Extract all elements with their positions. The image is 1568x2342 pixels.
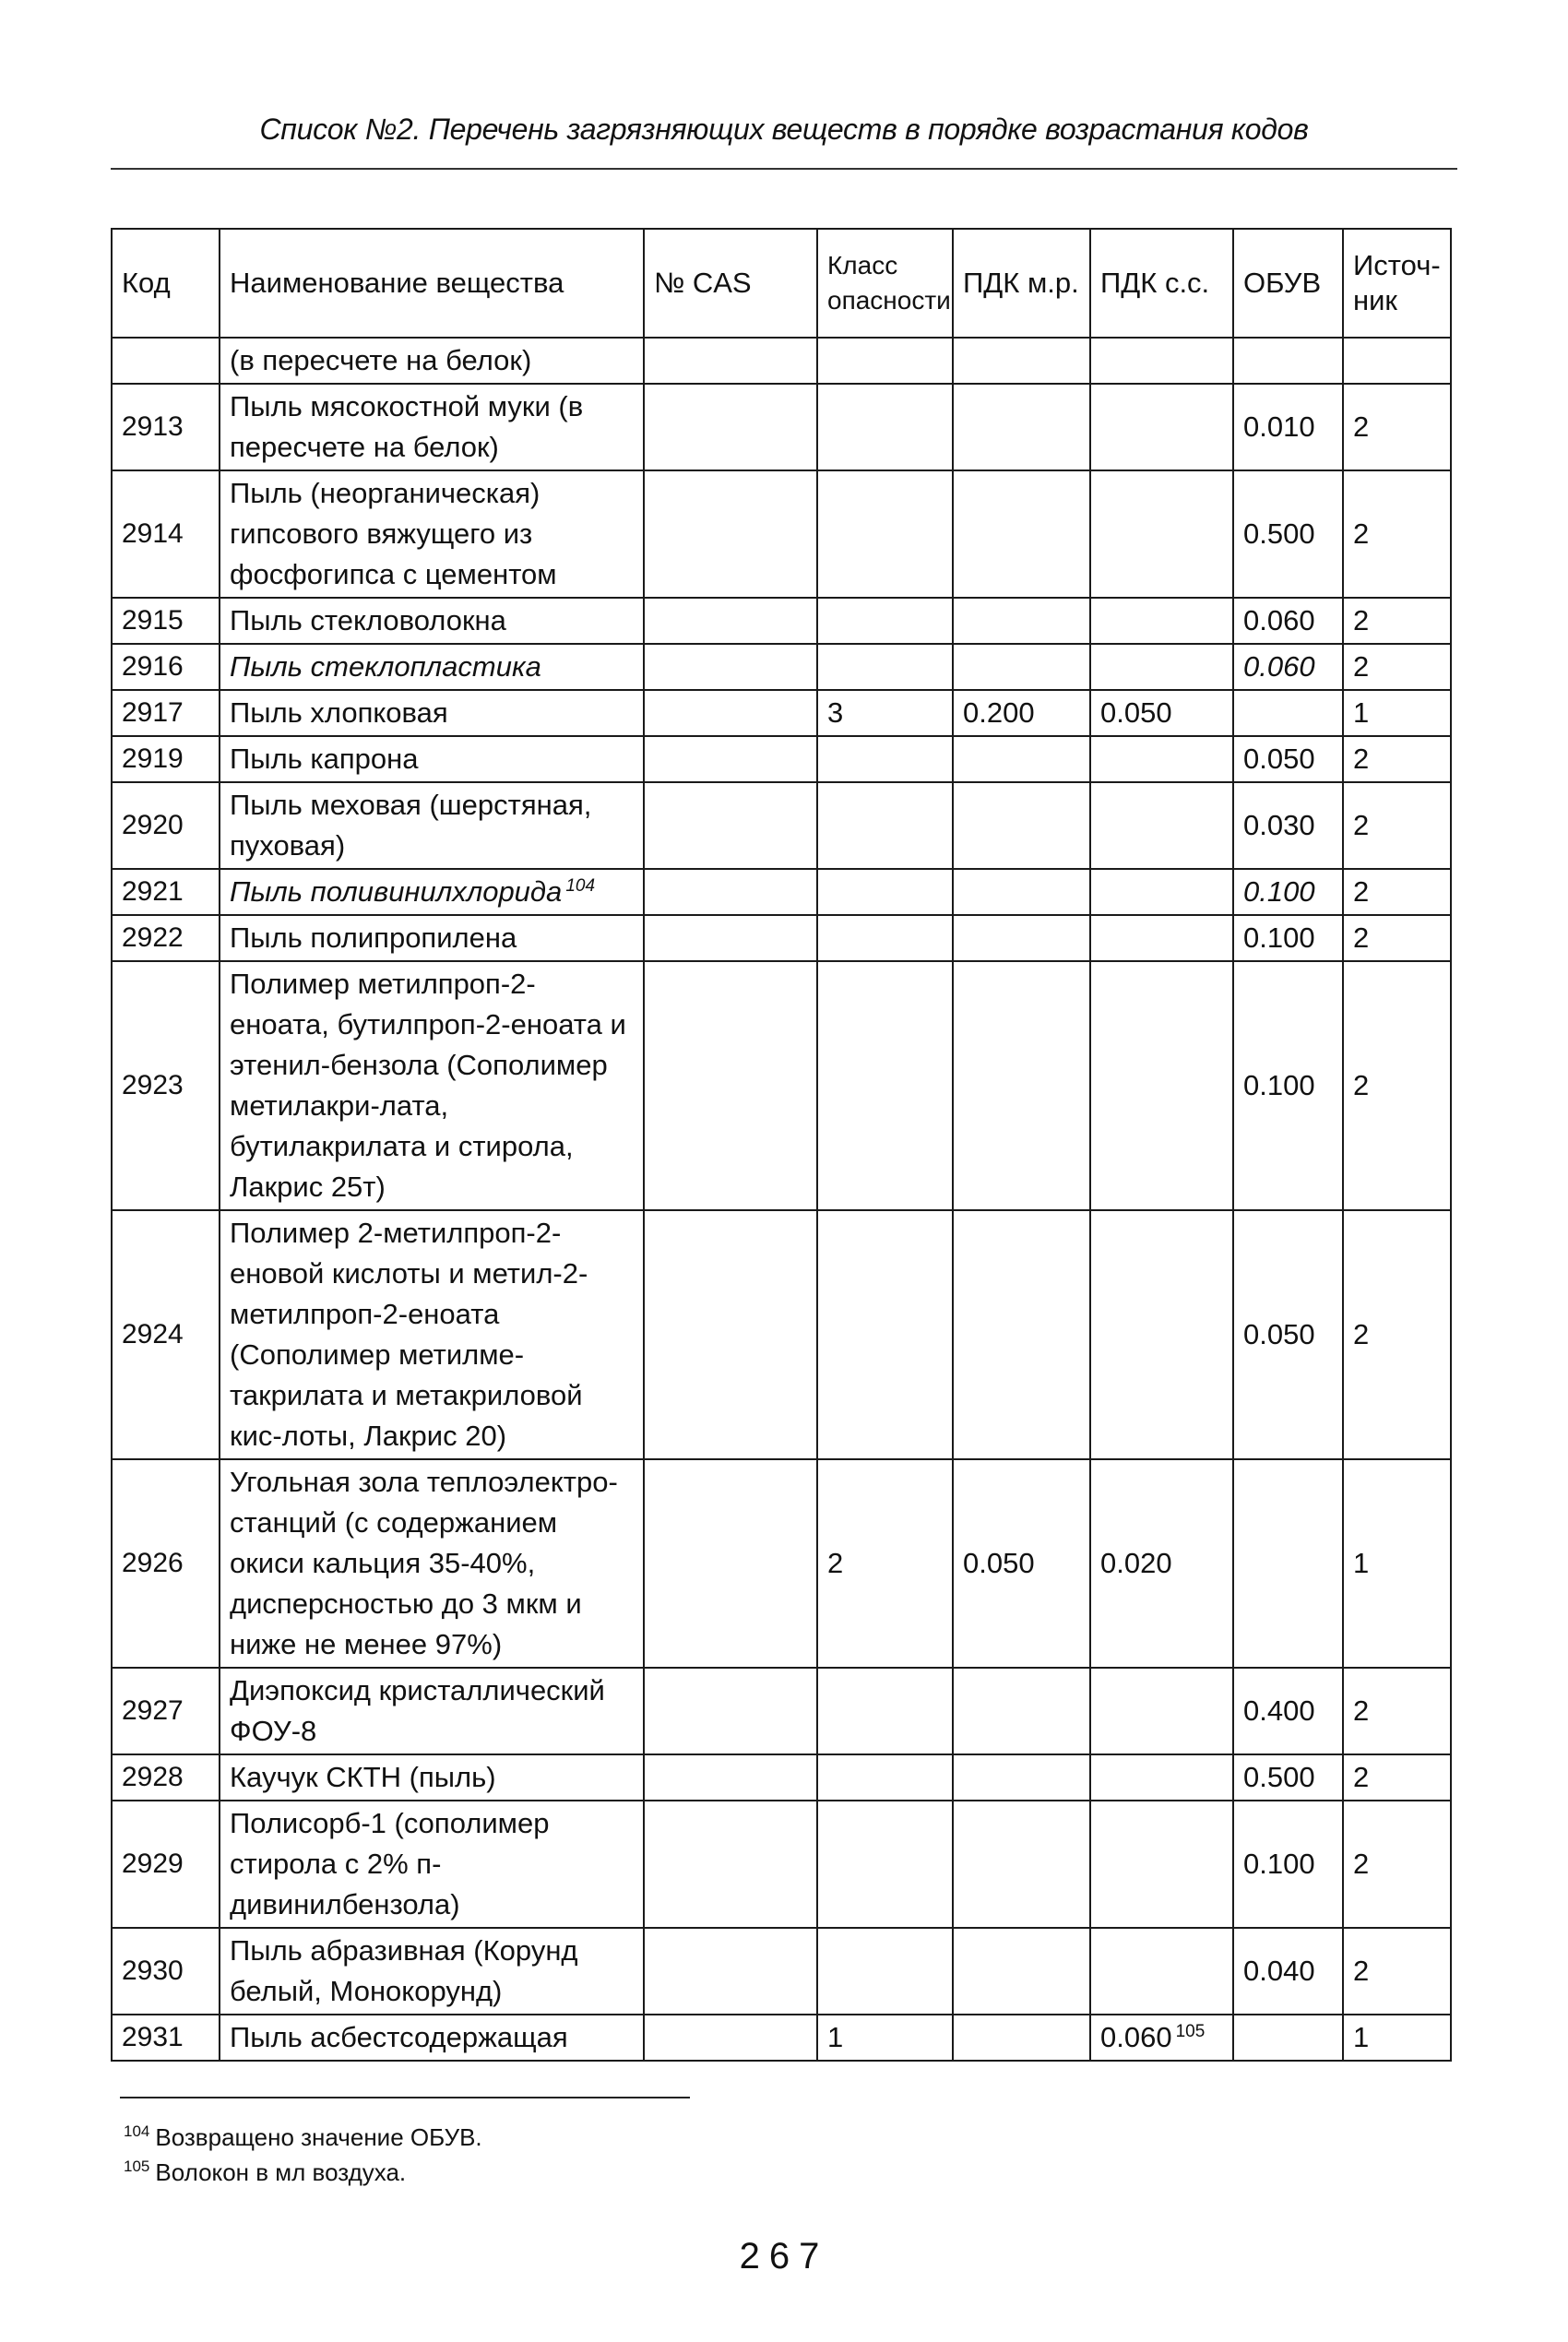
header-cas: № CAS (644, 229, 817, 338)
cell-code: 2926 (112, 1459, 220, 1668)
cell-name: Каучук СКТН (пыль) (220, 1754, 644, 1801)
table-row (112, 1928, 1451, 2015)
footnotes (124, 2120, 482, 2190)
table-row (112, 915, 1451, 961)
cell-hazard-class (817, 338, 953, 384)
cell-name: Пыль меховая (шерстяная, пуховая) (220, 782, 644, 869)
table-header-row (112, 229, 1451, 338)
cell-cas (644, 384, 817, 470)
cell-pdk-ss (1090, 1928, 1233, 2015)
cell-source: 2 (1343, 1668, 1451, 1754)
cell-cas (644, 1210, 817, 1459)
cell-cas (644, 1754, 817, 1801)
cell-hazard-class (817, 915, 953, 961)
table-row (112, 644, 1451, 690)
cell-pdk-mr (953, 1668, 1090, 1754)
cell-code: 2930 (112, 1928, 220, 2015)
cell-pdk-ss (1090, 1210, 1233, 1459)
cell-pdk-ss (1090, 915, 1233, 961)
table-row (112, 384, 1451, 470)
cell-pdk-mr (953, 338, 1090, 384)
header-hazard-class: Класс опасности (817, 229, 953, 338)
cell-cas (644, 2015, 817, 2061)
footnote-rule (120, 2097, 690, 2098)
cell-cas (644, 736, 817, 782)
header-pdk-mr: ПДК м.р. (953, 229, 1090, 338)
cell-obuv: 0.500 (1233, 470, 1343, 598)
cell-obuv: 0.060 (1233, 644, 1343, 690)
cell-hazard-class (817, 1801, 953, 1928)
cell-cas (644, 598, 817, 644)
table-row (112, 690, 1451, 736)
cell-code: 2913 (112, 384, 220, 470)
cell-name: Пыль (неорганическая) гипсового вяжущего из фосфогипса с цементом (220, 470, 644, 598)
cell-pdk-mr (953, 1210, 1090, 1459)
cell-cas (644, 690, 817, 736)
cell-source (1343, 338, 1451, 384)
table-row (112, 1801, 1451, 1928)
cell-hazard-class (817, 384, 953, 470)
cell-source: 2 (1343, 1754, 1451, 1801)
cell-code: 2923 (112, 961, 220, 1210)
cell-pdk-ss (1090, 1668, 1233, 1754)
cell-pdk-mr (953, 2015, 1090, 2061)
cell-code: 2915 (112, 598, 220, 644)
cell-name: Пыль мясокостной муки (в пересчете на белок) (220, 384, 644, 470)
cell-code: 2924 (112, 1210, 220, 1459)
cell-source: 2 (1343, 384, 1451, 470)
cell-pdk-ss-value: 0.060 (1100, 2021, 1172, 2053)
cell-hazard-class (817, 1210, 953, 1459)
cell-pdk-mr (953, 1754, 1090, 1801)
cell-cas (644, 1459, 817, 1668)
table-row (112, 1459, 1451, 1668)
cell-code: 2927 (112, 1668, 220, 1754)
cell-obuv (1233, 1459, 1343, 1668)
cell-source: 1 (1343, 1459, 1451, 1668)
cell-pdk-ss (1090, 869, 1233, 915)
cell-source: 1 (1343, 2015, 1451, 2061)
cell-name: Пыль стеклопластика (220, 644, 644, 690)
cell-obuv: 0.100 (1233, 915, 1343, 961)
cell-source: 1 (1343, 690, 1451, 736)
footnote-number: 104 (124, 2122, 150, 2141)
table-row (112, 338, 1451, 384)
cell-source: 2 (1343, 644, 1451, 690)
table-row (112, 869, 1451, 915)
table-row (112, 470, 1451, 598)
cell-obuv: 0.030 (1233, 782, 1343, 869)
cell-hazard-class: 2 (817, 1459, 953, 1668)
cell-obuv: 0.100 (1233, 869, 1343, 915)
cell-hazard-class (817, 961, 953, 1210)
substances-table (111, 228, 1452, 2062)
cell-cas (644, 961, 817, 1210)
cell-cas (644, 869, 817, 915)
table-row (112, 1668, 1451, 1754)
page-number: 267 (739, 2236, 829, 2277)
cell-hazard-class (817, 1754, 953, 1801)
cell-obuv: 0.100 (1233, 961, 1343, 1210)
cell-pdk-ss (1090, 1801, 1233, 1928)
cell-obuv: 0.050 (1233, 736, 1343, 782)
cell-name: (в пересчете на белок) (220, 338, 644, 384)
footnote-105 (124, 2155, 482, 2190)
cell-source: 2 (1343, 1210, 1451, 1459)
cell-code: 2922 (112, 915, 220, 961)
cell-obuv: 0.500 (1233, 1754, 1343, 1801)
footnote-ref-104[interactable]: 104 (565, 875, 596, 896)
cell-source: 2 (1343, 736, 1451, 782)
cell-hazard-class: 1 (817, 2015, 953, 2061)
cell-obuv (1233, 690, 1343, 736)
cell-pdk-ss (1090, 1754, 1233, 1801)
cell-code: 2920 (112, 782, 220, 869)
cell-code: 2917 (112, 690, 220, 736)
footnote-ref-105[interactable]: 105 (1175, 2021, 1206, 2041)
cell-name: Угольная зола теплоэлектро-станций (с содержанием окиси кальция 35-40%, дисперсностью до 3 мкм и ниже не менее 97%) (220, 1459, 644, 1668)
cell-hazard-class (817, 1928, 953, 2015)
cell-cas (644, 782, 817, 869)
cell-pdk-ss (1090, 384, 1233, 470)
header-pdk-ss: ПДК с.с. (1090, 229, 1233, 338)
cell-name: Пыль стекловолокна (220, 598, 644, 644)
cell-source: 2 (1343, 1801, 1451, 1928)
cell-obuv: 0.050 (1233, 1210, 1343, 1459)
cell-pdk-mr (953, 736, 1090, 782)
cell-pdk-mr (953, 782, 1090, 869)
cell-cas (644, 915, 817, 961)
table-row (112, 2015, 1451, 2061)
cell-pdk-mr: 0.200 (953, 690, 1090, 736)
cell-pdk-mr (953, 1928, 1090, 2015)
cell-pdk-ss (1090, 2015, 1233, 2061)
cell-name: Полимер метилпроп-2-еноата, бутилпроп-2-еноата и этенил-бензола (Сополимер метилакри-лата, бутилакрилата и стирола, Лакрис 25т) (220, 961, 644, 1210)
cell-pdk-mr (953, 915, 1090, 961)
cell-name: Пыль капрона (220, 736, 644, 782)
cell-source: 2 (1343, 869, 1451, 915)
cell-pdk-mr (953, 961, 1090, 1210)
cell-pdk-mr: 0.050 (953, 1459, 1090, 1668)
table-row (112, 961, 1451, 1210)
cell-obuv (1233, 2015, 1343, 2061)
table-row (112, 782, 1451, 869)
cell-source: 2 (1343, 961, 1451, 1210)
cell-code: 2928 (112, 1754, 220, 1801)
cell-hazard-class: 3 (817, 690, 953, 736)
cell-cas (644, 1928, 817, 2015)
cell-name: Пыль асбестсодержащая (220, 2015, 644, 2061)
cell-hazard-class (817, 1668, 953, 1754)
footnote-text: Волокон в мл воздуха. (155, 2158, 407, 2186)
cell-pdk-ss (1090, 644, 1233, 690)
cell-name: Пыль хлопковая (220, 690, 644, 736)
cell-obuv: 0.040 (1233, 1928, 1343, 2015)
cell-pdk-mr (953, 644, 1090, 690)
cell-obuv (1233, 338, 1343, 384)
cell-hazard-class (817, 598, 953, 644)
cell-source: 2 (1343, 915, 1451, 961)
cell-hazard-class (817, 470, 953, 598)
cell-code: 2931 (112, 2015, 220, 2061)
cell-name: Пыль полипропилена (220, 915, 644, 961)
cell-obuv: 0.400 (1233, 1668, 1343, 1754)
cell-code: 2916 (112, 644, 220, 690)
header-code: Код (112, 229, 220, 338)
header-name: Наименование вещества (220, 229, 644, 338)
cell-pdk-ss (1090, 961, 1233, 1210)
cell-cas (644, 1801, 817, 1928)
cell-obuv: 0.010 (1233, 384, 1343, 470)
cell-cas (644, 1668, 817, 1754)
cell-code: 2919 (112, 736, 220, 782)
cell-cas (644, 338, 817, 384)
table-row (112, 736, 1451, 782)
cell-source: 2 (1343, 782, 1451, 869)
cell-pdk-ss (1090, 782, 1233, 869)
footnote-number: 105 (124, 2158, 150, 2176)
cell-code: 2929 (112, 1801, 220, 1928)
cell-pdk-ss (1090, 598, 1233, 644)
cell-obuv: 0.060 (1233, 598, 1343, 644)
cell-cas (644, 644, 817, 690)
cell-name-text: Пыль поливинилхлорида (230, 875, 563, 908)
footnote-104 (124, 2120, 482, 2155)
cell-pdk-mr (953, 598, 1090, 644)
cell-name: Пыль абразивная (Корунд белый, Монокорунд) (220, 1928, 644, 2015)
cell-name (220, 869, 644, 915)
cell-pdk-mr (953, 470, 1090, 598)
cell-obuv: 0.100 (1233, 1801, 1343, 1928)
cell-source: 2 (1343, 470, 1451, 598)
cell-cas (644, 470, 817, 598)
header-obuv: ОБУВ (1233, 229, 1343, 338)
header-rule (111, 168, 1457, 170)
table-row (112, 1210, 1451, 1459)
running-header: Список №2. Перечень загрязняющих веществ в порядке возрастания кодов (259, 113, 1309, 146)
cell-hazard-class (817, 782, 953, 869)
cell-pdk-ss (1090, 736, 1233, 782)
cell-hazard-class (817, 644, 953, 690)
cell-pdk-mr (953, 869, 1090, 915)
cell-pdk-mr (953, 1801, 1090, 1928)
cell-hazard-class (817, 736, 953, 782)
cell-name: Полисорб-1 (сополимер стирола с 2% п-дивинилбензола) (220, 1801, 644, 1928)
cell-pdk-ss (1090, 470, 1233, 598)
cell-name: Полимер 2-метилпроп-2-еновой кислоты и метил-2-метилпроп-2-еноата (Сополимер метилме-такрилата и метакриловой кис-лоты, Лакрис 20) (220, 1210, 644, 1459)
header-source: Источ- ник (1343, 229, 1451, 338)
table-row (112, 598, 1451, 644)
cell-code (112, 338, 220, 384)
footnote-text: Возвращено значение ОБУВ. (155, 2123, 482, 2151)
cell-pdk-ss (1090, 338, 1233, 384)
cell-code: 2914 (112, 470, 220, 598)
cell-code: 2921 (112, 869, 220, 915)
table-row (112, 1754, 1451, 1801)
cell-pdk-mr (953, 384, 1090, 470)
cell-source: 2 (1343, 598, 1451, 644)
cell-pdk-ss: 0.020 (1090, 1459, 1233, 1668)
cell-pdk-ss: 0.050 (1090, 690, 1233, 736)
cell-hazard-class (817, 869, 953, 915)
cell-name: Диэпоксид кристаллический ФОУ-8 (220, 1668, 644, 1754)
cell-source: 2 (1343, 1928, 1451, 2015)
